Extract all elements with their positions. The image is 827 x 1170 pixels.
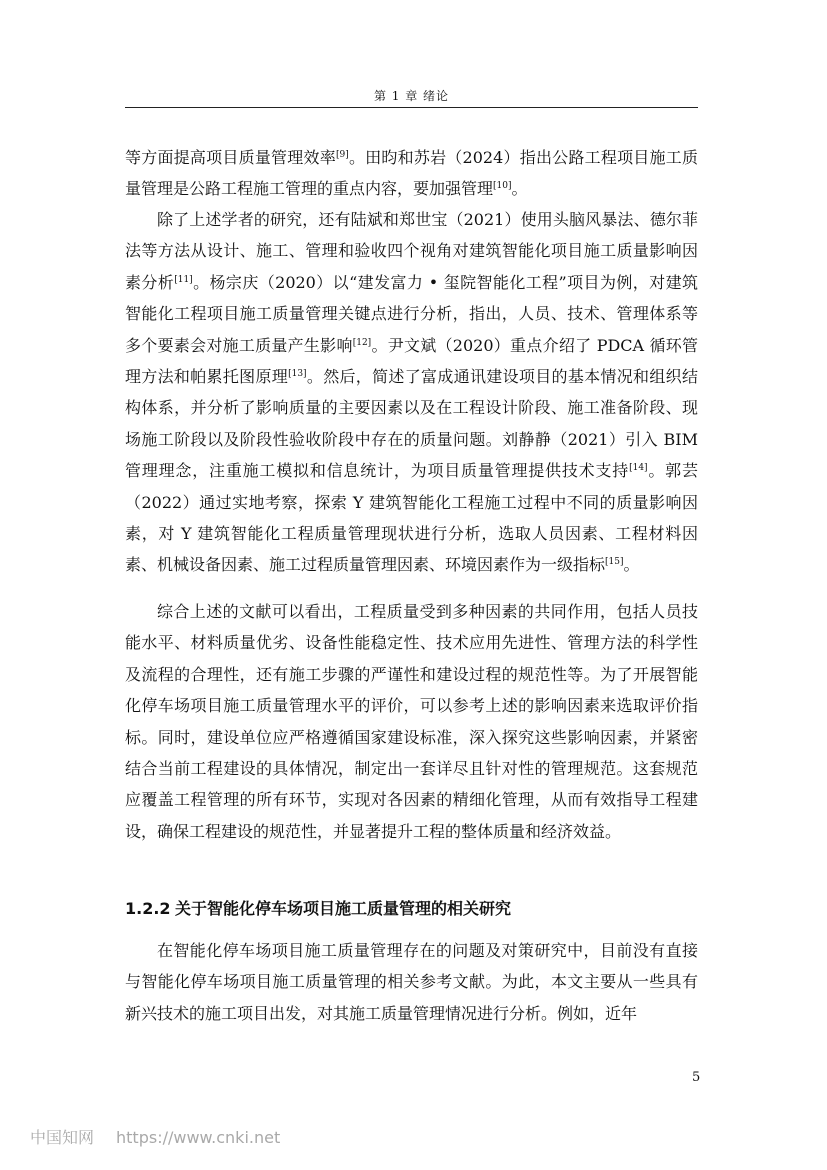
citation-ref: [11] xyxy=(174,274,193,285)
paragraph-text: 。郭芸（2022）通过实地考察，探索 Y 建筑智能化工程施工过程中不同的质量影响因素，对 Y 建筑智能化工程质量管理现状进行分析，选取人员因素、工程材料因素、机械设备因素、施工过程质量管理因素、环境因素作为一级指标 xyxy=(125,461,698,575)
paragraph-text: 。田昀和苏岩（2024）指出公路工程项目施工质量管理是公路工程施工管理的重点内容，要加强管理 xyxy=(125,148,698,199)
watermark xyxy=(30,1125,280,1148)
watermark-brand: 中国知网 xyxy=(30,1128,95,1147)
section-title: 关于智能化停车场项目施工质量管理的相关研究 xyxy=(175,899,512,918)
paragraph xyxy=(125,142,698,205)
citation-ref: [9] xyxy=(335,150,349,160)
citation-ref: [10] xyxy=(493,181,512,192)
citation-ref: [12] xyxy=(352,337,372,348)
paragraph-text: 。尹文斌（2020）重点介绍了 PDCA 循环管理方法和帕累托图原理 xyxy=(125,335,698,387)
paragraph-text: 。 xyxy=(511,179,528,199)
page-number: 5 xyxy=(692,1070,701,1085)
watermark-url: https://www.cnki.net xyxy=(116,1128,281,1147)
citation-ref: [14] xyxy=(629,463,648,474)
paragraph-text: 。 xyxy=(623,555,640,575)
paragraph-text: 综合上述的文献可以看出，工程质量受到多种因素的共同作用，包括人员技能水平、材料质量优劣、设备性能稳定性、技术应用先进性、管理方法的科学性及流程的合理性，还有施工步骤的严谨性和建设过程的规范性等。为了开展智能化停车场项目施工质量管理水平的评价，可以参考上述的影响因素来选取评价指标。同时，建设单位应严格遵循国家建设标准，深入探究这些影响因素，并紧密结合当前工程建设的具体情况，制定出一套详尽且针对性的管理规范。这套规范应覆盖工程管理的所有环节，实现对各因素的精细化管理，从而有效指导工程建设，确保工程建设的规范性，并显著提升工程的整体质量和经济效益。 xyxy=(125,602,698,841)
citation-ref: [13] xyxy=(288,369,307,380)
section-heading xyxy=(125,896,698,919)
paragraph xyxy=(125,935,698,1029)
section-number: 1.2.2 xyxy=(125,899,171,918)
paragraph xyxy=(125,204,698,581)
header-rule xyxy=(125,107,698,108)
running-header: 第 1 章 绪论 xyxy=(373,89,450,103)
paragraph-text: 等方面提高项目质量管理效率 xyxy=(125,148,336,167)
paragraph-text: 。杨宗庆（2020）以“建发富力 • 玺院智能化工程”项目为例，对建筑智能化工程项目施工质量管理关键点进行分析，指出，人员、技术、管理体系等多个要素会对施工质量产生影响 xyxy=(125,272,698,355)
paragraph xyxy=(125,596,698,847)
paragraph-text: 在智能化停车场项目施工质量管理存在的问题及对策研究中，目前没有直接与智能化停车场项目施工质量管理的相关参考文献。为此，本文主要从一些具有新兴技术的施工项目出发，对其施工质量管理情况进行分析。例如，近年 xyxy=(125,941,698,1023)
paragraph-text: 除了上述学者的研究，还有陆斌和郑世宝（2021）使用头脑风暴法、德尔菲法等方法从设计、施工、管理和验收四个视角对建筑智能化项目施工质量影响因素分析 xyxy=(125,210,698,292)
citation-ref: [15] xyxy=(605,557,624,568)
paragraph-text: 。然后，简述了富成通讯建设项目的基本情况和组织结构体系，并分析了影响质量的主要因素以及在工程设计阶段、施工准备阶段、现场施工阶段以及阶段性验收阶段中存在的质量问题。刘静静（2021）引入 BIM 管理理念，注重施工模拟和信息统计，为项目质量管理提供技术支持 xyxy=(125,367,698,481)
